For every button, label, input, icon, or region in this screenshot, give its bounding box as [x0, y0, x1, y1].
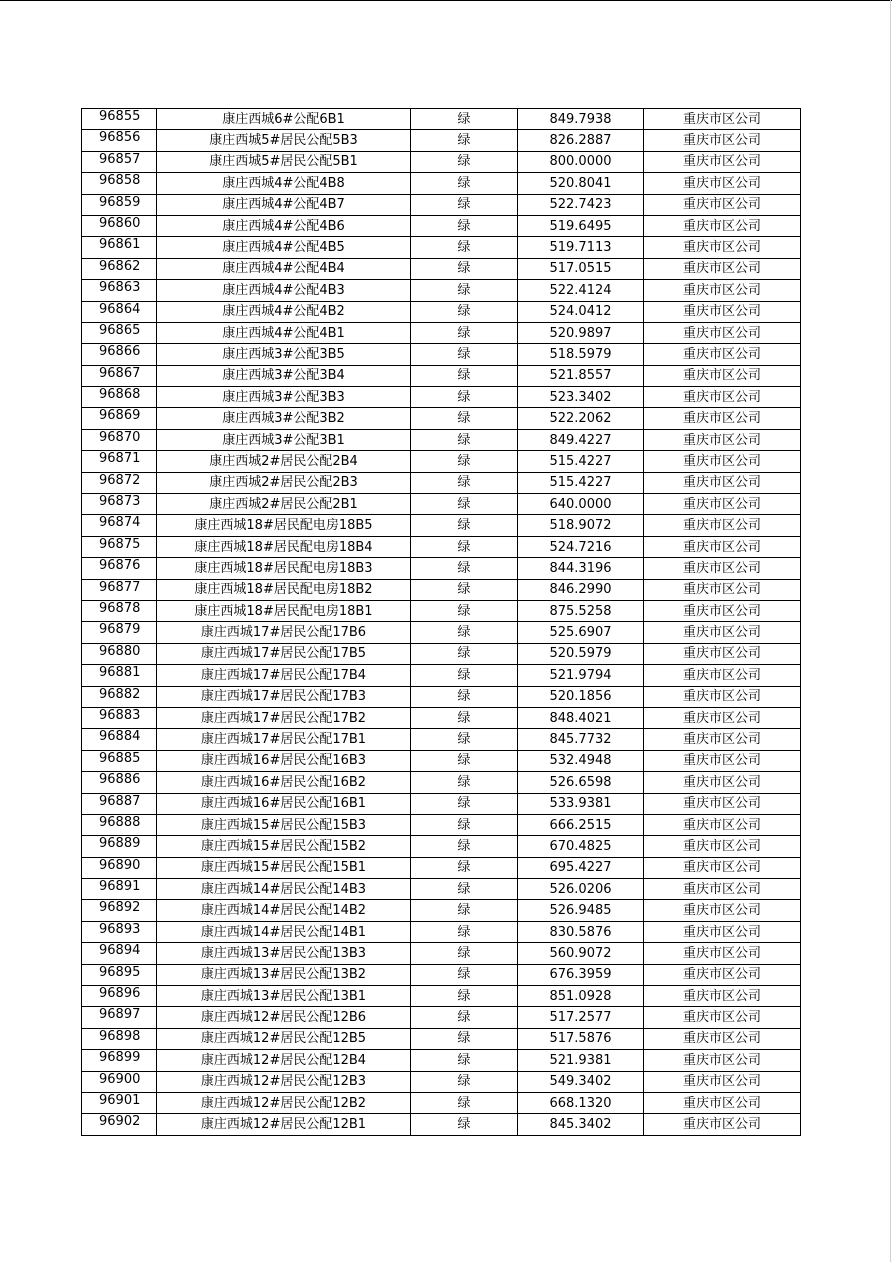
id-cell: 96885: [82, 750, 157, 771]
value-cell: 515.4227: [518, 472, 644, 493]
id-cell: 96897: [82, 1007, 157, 1028]
name-cell: 康庄西城18#居民配电房18B3: [157, 558, 411, 579]
table-row: [82, 1028, 801, 1049]
id-cell: 96901: [82, 1092, 157, 1113]
company-cell: 重庆市区公司: [644, 237, 801, 258]
value-cell: 522.7423: [518, 194, 644, 215]
value-cell: 849.7938: [518, 109, 644, 130]
name-cell: 康庄西城16#居民公配16B3: [157, 750, 411, 771]
status-cell: 绿: [411, 237, 518, 258]
name-cell: 康庄西城15#居民公配15B1: [157, 857, 411, 878]
id-cell: 96859: [82, 194, 157, 215]
id-cell: 96878: [82, 600, 157, 621]
company-cell: 重庆市区公司: [644, 686, 801, 707]
company-cell: 重庆市区公司: [644, 515, 801, 536]
status-cell: 绿: [411, 515, 518, 536]
name-cell: 康庄西城16#居民公配16B1: [157, 793, 411, 814]
name-cell: 康庄西城3#公配3B5: [157, 344, 411, 365]
name-cell: 康庄西城5#居民公配5B3: [157, 130, 411, 151]
company-cell: 重庆市区公司: [644, 558, 801, 579]
id-cell: 96861: [82, 237, 157, 258]
status-cell: 绿: [411, 258, 518, 279]
company-cell: 重庆市区公司: [644, 1092, 801, 1113]
status-cell: 绿: [411, 879, 518, 900]
value-cell: 676.3959: [518, 964, 644, 985]
status-cell: 绿: [411, 964, 518, 985]
table-row: [82, 750, 801, 771]
status-cell: 绿: [411, 836, 518, 857]
value-cell: 525.6907: [518, 622, 644, 643]
table-row: [82, 729, 801, 750]
status-cell: 绿: [411, 921, 518, 942]
id-cell: 96868: [82, 387, 157, 408]
name-cell: 康庄西城12#居民公配12B1: [157, 1114, 411, 1135]
value-cell: 526.0206: [518, 879, 644, 900]
status-cell: 绿: [411, 173, 518, 194]
table-row: [82, 857, 801, 878]
table-row: [82, 622, 801, 643]
name-cell: 康庄西城3#公配3B4: [157, 365, 411, 386]
id-cell: 96871: [82, 451, 157, 472]
value-cell: 849.4227: [518, 429, 644, 450]
name-cell: 康庄西城14#居民公配14B3: [157, 879, 411, 900]
table-row: [82, 1071, 801, 1092]
name-cell: 康庄西城4#公配4B6: [157, 215, 411, 236]
id-cell: 96860: [82, 215, 157, 236]
name-cell: 康庄西城14#居民公配14B2: [157, 900, 411, 921]
table-row: [82, 301, 801, 322]
value-cell: 845.3402: [518, 1114, 644, 1135]
value-cell: 695.4227: [518, 857, 644, 878]
value-cell: 524.0412: [518, 301, 644, 322]
name-cell: 康庄西城15#居民公配15B2: [157, 836, 411, 857]
id-cell: 96891: [82, 879, 157, 900]
value-cell: 851.0928: [518, 986, 644, 1007]
name-cell: 康庄西城12#居民公配12B3: [157, 1071, 411, 1092]
name-cell: 康庄西城2#居民公配2B4: [157, 451, 411, 472]
table-row: [82, 900, 801, 921]
value-cell: 666.2515: [518, 814, 644, 835]
id-cell: 96902: [82, 1114, 157, 1135]
table-row: [82, 665, 801, 686]
company-cell: 重庆市区公司: [644, 536, 801, 557]
value-cell: 519.7113: [518, 237, 644, 258]
value-cell: 826.2887: [518, 130, 644, 151]
name-cell: 康庄西城18#居民配电房18B2: [157, 579, 411, 600]
id-cell: 96870: [82, 429, 157, 450]
status-cell: 绿: [411, 301, 518, 322]
status-cell: 绿: [411, 494, 518, 515]
table-row: [82, 151, 801, 172]
company-cell: 重庆市区公司: [644, 836, 801, 857]
company-cell: 重庆市区公司: [644, 408, 801, 429]
name-cell: 康庄西城2#居民公配2B3: [157, 472, 411, 493]
name-cell: 康庄西城15#居民公配15B3: [157, 814, 411, 835]
company-cell: 重庆市区公司: [644, 194, 801, 215]
status-cell: 绿: [411, 750, 518, 771]
id-cell: 96888: [82, 814, 157, 835]
name-cell: 康庄西城17#居民公配17B4: [157, 665, 411, 686]
table-row: [82, 280, 801, 301]
data-table: [81, 108, 801, 1136]
company-cell: 重庆市区公司: [644, 879, 801, 900]
value-cell: 515.4227: [518, 451, 644, 472]
table-row: [82, 237, 801, 258]
table-row: [82, 109, 801, 130]
id-cell: 96873: [82, 494, 157, 515]
status-cell: 绿: [411, 986, 518, 1007]
status-cell: 绿: [411, 558, 518, 579]
table-row: [82, 943, 801, 964]
status-cell: 绿: [411, 194, 518, 215]
name-cell: 康庄西城18#居民配电房18B1: [157, 600, 411, 621]
company-cell: 重庆市区公司: [644, 793, 801, 814]
table-row: [82, 194, 801, 215]
id-cell: 96863: [82, 280, 157, 301]
status-cell: 绿: [411, 729, 518, 750]
company-cell: 重庆市区公司: [644, 579, 801, 600]
name-cell: 康庄西城4#公配4B7: [157, 194, 411, 215]
name-cell: 康庄西城13#居民公配13B3: [157, 943, 411, 964]
value-cell: 523.3402: [518, 387, 644, 408]
name-cell: 康庄西城17#居民公配17B3: [157, 686, 411, 707]
company-cell: 重庆市区公司: [644, 943, 801, 964]
id-cell: 96877: [82, 579, 157, 600]
name-cell: 康庄西城13#居民公配13B2: [157, 964, 411, 985]
id-cell: 96899: [82, 1050, 157, 1071]
id-cell: 96855: [82, 109, 157, 130]
value-cell: 846.2990: [518, 579, 644, 600]
table-row: [82, 451, 801, 472]
table-row: [82, 558, 801, 579]
status-cell: 绿: [411, 1007, 518, 1028]
value-cell: 522.4124: [518, 280, 644, 301]
status-cell: 绿: [411, 772, 518, 793]
value-cell: 520.9897: [518, 322, 644, 343]
status-cell: 绿: [411, 280, 518, 301]
company-cell: 重庆市区公司: [644, 130, 801, 151]
company-cell: 重庆市区公司: [644, 1007, 801, 1028]
status-cell: 绿: [411, 322, 518, 343]
value-cell: 518.5979: [518, 344, 644, 365]
company-cell: 重庆市区公司: [644, 472, 801, 493]
company-cell: 重庆市区公司: [644, 494, 801, 515]
value-cell: 560.9072: [518, 943, 644, 964]
status-cell: 绿: [411, 151, 518, 172]
value-cell: 520.5979: [518, 643, 644, 664]
id-cell: 96883: [82, 707, 157, 728]
company-cell: 重庆市区公司: [644, 643, 801, 664]
value-cell: 518.9072: [518, 515, 644, 536]
name-cell: 康庄西城12#居民公配12B4: [157, 1050, 411, 1071]
id-cell: 96894: [82, 943, 157, 964]
value-cell: 524.7216: [518, 536, 644, 557]
company-cell: 重庆市区公司: [644, 964, 801, 985]
value-cell: 830.5876: [518, 921, 644, 942]
value-cell: 845.7732: [518, 729, 644, 750]
status-cell: 绿: [411, 900, 518, 921]
id-cell: 96864: [82, 301, 157, 322]
company-cell: 重庆市区公司: [644, 387, 801, 408]
table-row: [82, 1114, 801, 1135]
company-cell: 重庆市区公司: [644, 1071, 801, 1092]
value-cell: 521.9794: [518, 665, 644, 686]
value-cell: 517.5876: [518, 1028, 644, 1049]
table-row: [82, 387, 801, 408]
status-cell: 绿: [411, 344, 518, 365]
name-cell: 康庄西城17#居民公配17B6: [157, 622, 411, 643]
name-cell: 康庄西城3#公配3B2: [157, 408, 411, 429]
id-cell: 96856: [82, 130, 157, 151]
table-row: [82, 494, 801, 515]
value-cell: 848.4021: [518, 707, 644, 728]
name-cell: 康庄西城17#居民公配17B2: [157, 707, 411, 728]
value-cell: 521.9381: [518, 1050, 644, 1071]
table-row: [82, 365, 801, 386]
name-cell: 康庄西城4#公配4B4: [157, 258, 411, 279]
status-cell: 绿: [411, 1092, 518, 1113]
value-cell: 521.8557: [518, 365, 644, 386]
table-row: [82, 600, 801, 621]
table-row: [82, 793, 801, 814]
name-cell: 康庄西城4#公配4B5: [157, 237, 411, 258]
status-cell: 绿: [411, 408, 518, 429]
value-cell: 533.9381: [518, 793, 644, 814]
id-cell: 96862: [82, 258, 157, 279]
company-cell: 重庆市区公司: [644, 600, 801, 621]
table-row: [82, 1092, 801, 1113]
status-cell: 绿: [411, 857, 518, 878]
table-row: [82, 964, 801, 985]
id-cell: 96895: [82, 964, 157, 985]
status-cell: 绿: [411, 109, 518, 130]
id-cell: 96882: [82, 686, 157, 707]
status-cell: 绿: [411, 387, 518, 408]
company-cell: 重庆市区公司: [644, 173, 801, 194]
name-cell: 康庄西城6#公配6B1: [157, 109, 411, 130]
status-cell: 绿: [411, 451, 518, 472]
name-cell: 康庄西城17#居民公配17B1: [157, 729, 411, 750]
table-row: [82, 643, 801, 664]
company-cell: 重庆市区公司: [644, 1114, 801, 1135]
value-cell: 640.0000: [518, 494, 644, 515]
company-cell: 重庆市区公司: [644, 301, 801, 322]
company-cell: 重庆市区公司: [644, 280, 801, 301]
table-row: [82, 408, 801, 429]
name-cell: 康庄西城12#居民公配12B6: [157, 1007, 411, 1028]
id-cell: 96880: [82, 643, 157, 664]
value-cell: 875.5258: [518, 600, 644, 621]
status-cell: 绿: [411, 1114, 518, 1135]
company-cell: 重庆市区公司: [644, 344, 801, 365]
id-cell: 96886: [82, 772, 157, 793]
company-cell: 重庆市区公司: [644, 857, 801, 878]
status-cell: 绿: [411, 622, 518, 643]
id-cell: 96889: [82, 836, 157, 857]
status-cell: 绿: [411, 1050, 518, 1071]
name-cell: 康庄西城4#公配4B1: [157, 322, 411, 343]
status-cell: 绿: [411, 536, 518, 557]
company-cell: 重庆市区公司: [644, 429, 801, 450]
status-cell: 绿: [411, 686, 518, 707]
table-row: [82, 986, 801, 1007]
id-cell: 96865: [82, 322, 157, 343]
id-cell: 96876: [82, 558, 157, 579]
value-cell: 800.0000: [518, 151, 644, 172]
table-row: [82, 215, 801, 236]
name-cell: 康庄西城14#居民公配14B1: [157, 921, 411, 942]
status-cell: 绿: [411, 1028, 518, 1049]
id-cell: 96898: [82, 1028, 157, 1049]
id-cell: 96884: [82, 729, 157, 750]
id-cell: 96887: [82, 793, 157, 814]
id-cell: 96875: [82, 536, 157, 557]
table-row: [82, 772, 801, 793]
company-cell: 重庆市区公司: [644, 1050, 801, 1071]
table-row: [82, 130, 801, 151]
table-row: [82, 344, 801, 365]
id-cell: 96893: [82, 921, 157, 942]
status-cell: 绿: [411, 579, 518, 600]
status-cell: 绿: [411, 814, 518, 835]
status-cell: 绿: [411, 130, 518, 151]
value-cell: 670.4825: [518, 836, 644, 857]
company-cell: 重庆市区公司: [644, 215, 801, 236]
name-cell: 康庄西城17#居民公配17B5: [157, 643, 411, 664]
company-cell: 重庆市区公司: [644, 622, 801, 643]
value-cell: 532.4948: [518, 750, 644, 771]
company-cell: 重庆市区公司: [644, 750, 801, 771]
status-cell: 绿: [411, 215, 518, 236]
value-cell: 526.6598: [518, 772, 644, 793]
table-row: [82, 1007, 801, 1028]
name-cell: 康庄西城13#居民公配13B1: [157, 986, 411, 1007]
id-cell: 96892: [82, 900, 157, 921]
value-cell: 517.2577: [518, 1007, 644, 1028]
table-row: [82, 515, 801, 536]
status-cell: 绿: [411, 643, 518, 664]
company-cell: 重庆市区公司: [644, 707, 801, 728]
id-cell: 96866: [82, 344, 157, 365]
name-cell: 康庄西城12#居民公配12B2: [157, 1092, 411, 1113]
name-cell: 康庄西城5#居民公配5B1: [157, 151, 411, 172]
company-cell: 重庆市区公司: [644, 814, 801, 835]
company-cell: 重庆市区公司: [644, 258, 801, 279]
status-cell: 绿: [411, 429, 518, 450]
company-cell: 重庆市区公司: [644, 1028, 801, 1049]
page-top-border: [0, 0, 892, 1]
company-cell: 重庆市区公司: [644, 921, 801, 942]
company-cell: 重庆市区公司: [644, 109, 801, 130]
id-cell: 96857: [82, 151, 157, 172]
company-cell: 重庆市区公司: [644, 729, 801, 750]
name-cell: 康庄西城4#公配4B3: [157, 280, 411, 301]
value-cell: 526.9485: [518, 900, 644, 921]
name-cell: 康庄西城16#居民公配16B2: [157, 772, 411, 793]
table-row: [82, 836, 801, 857]
value-cell: 520.1856: [518, 686, 644, 707]
table-row: [82, 258, 801, 279]
company-cell: 重庆市区公司: [644, 986, 801, 1007]
company-cell: 重庆市区公司: [644, 322, 801, 343]
table-row: [82, 1050, 801, 1071]
value-cell: 668.1320: [518, 1092, 644, 1113]
table-row: [82, 686, 801, 707]
name-cell: 康庄西城3#公配3B1: [157, 429, 411, 450]
id-cell: 96858: [82, 173, 157, 194]
table-row: [82, 921, 801, 942]
id-cell: 96879: [82, 622, 157, 643]
table-row: [82, 707, 801, 728]
value-cell: 522.2062: [518, 408, 644, 429]
table-row: [82, 429, 801, 450]
id-cell: 96890: [82, 857, 157, 878]
company-cell: 重庆市区公司: [644, 772, 801, 793]
table-row: [82, 472, 801, 493]
name-cell: 康庄西城18#居民配电房18B5: [157, 515, 411, 536]
id-cell: 96900: [82, 1071, 157, 1092]
company-cell: 重庆市区公司: [644, 665, 801, 686]
company-cell: 重庆市区公司: [644, 451, 801, 472]
name-cell: 康庄西城3#公配3B3: [157, 387, 411, 408]
id-cell: 96869: [82, 408, 157, 429]
id-cell: 96867: [82, 365, 157, 386]
name-cell: 康庄西城12#居民公配12B5: [157, 1028, 411, 1049]
company-cell: 重庆市区公司: [644, 365, 801, 386]
id-cell: 96872: [82, 472, 157, 493]
status-cell: 绿: [411, 793, 518, 814]
status-cell: 绿: [411, 707, 518, 728]
name-cell: 康庄西城2#居民公配2B1: [157, 494, 411, 515]
table-row: [82, 173, 801, 194]
table-row: [82, 579, 801, 600]
table-row: [82, 879, 801, 900]
value-cell: 844.3196: [518, 558, 644, 579]
page-right-edge: [890, 0, 891, 1262]
company-cell: 重庆市区公司: [644, 151, 801, 172]
value-cell: 520.8041: [518, 173, 644, 194]
table-row: [82, 536, 801, 557]
name-cell: 康庄西城4#公配4B8: [157, 173, 411, 194]
table-row: [82, 322, 801, 343]
id-cell: 96874: [82, 515, 157, 536]
status-cell: 绿: [411, 1071, 518, 1092]
status-cell: 绿: [411, 365, 518, 386]
table-body: [82, 109, 801, 1136]
name-cell: 康庄西城4#公配4B2: [157, 301, 411, 322]
value-cell: 549.3402: [518, 1071, 644, 1092]
id-cell: 96896: [82, 986, 157, 1007]
status-cell: 绿: [411, 943, 518, 964]
name-cell: 康庄西城18#居民配电房18B4: [157, 536, 411, 557]
status-cell: 绿: [411, 665, 518, 686]
company-cell: 重庆市区公司: [644, 900, 801, 921]
value-cell: 517.0515: [518, 258, 644, 279]
status-cell: 绿: [411, 472, 518, 493]
status-cell: 绿: [411, 600, 518, 621]
value-cell: 519.6495: [518, 215, 644, 236]
table-row: [82, 814, 801, 835]
id-cell: 96881: [82, 665, 157, 686]
